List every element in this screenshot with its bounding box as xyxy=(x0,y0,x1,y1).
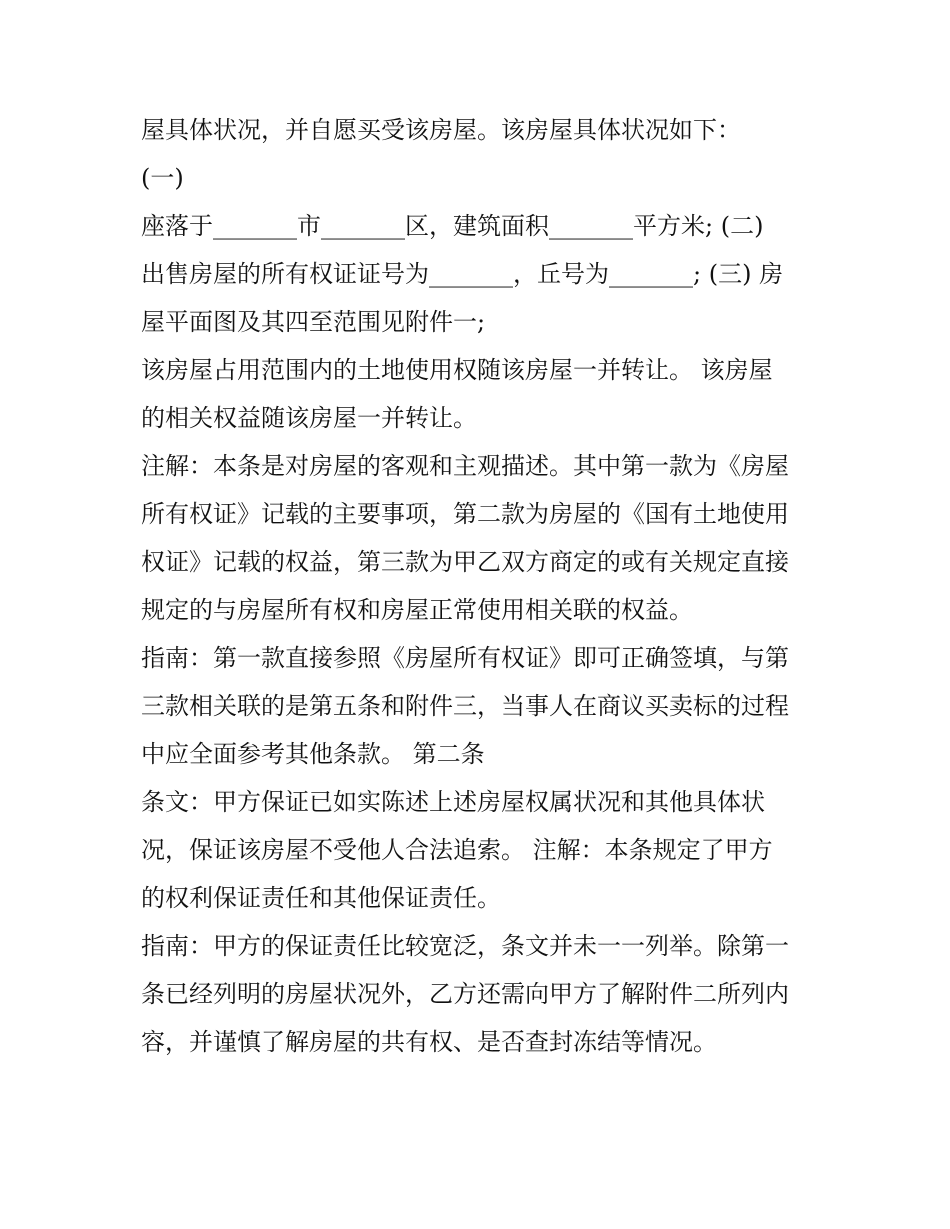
text-line: 权证》记载的权益，第三款为甲乙双方商定的或有关规定直接 xyxy=(141,548,789,576)
text-line: 所有权证》记载的主要事项，第二款为房屋的《国有土地使用 xyxy=(141,500,789,528)
text-line: 容，并谨慎了解房屋的共有权、是否查封冻结等情况。 xyxy=(141,1028,717,1056)
text-line: 该房屋占用范围内的土地使用权随该房屋一并转让。 该房屋 xyxy=(141,356,773,384)
text-line: 中应全面参考其他条款。 第二条 xyxy=(141,740,485,768)
text-line: 条文：甲方保证已如实陈述上述房屋权属状况和其他具体状 xyxy=(141,788,765,816)
text-line: 屋具体状况，并自愿买受该房屋。该房屋具体状况如下： xyxy=(141,116,741,144)
document-body xyxy=(141,106,821,1066)
text-line: 座落于_______市_______区，建筑面积_______平方米; (二) xyxy=(141,212,764,240)
text-line: 的相关权益随该房屋一并转让。 xyxy=(141,404,477,432)
text-line: 指南：第一款直接参照《房屋所有权证》即可正确签填，与第 xyxy=(141,644,789,672)
text-line: 况，保证该房屋不受他人合法追索。 注解：本条规定了甲方 xyxy=(141,836,773,864)
text-line: 注解：本条是对房屋的客观和主观描述。其中第一款为《房屋 xyxy=(141,452,789,480)
text-line: 指南：甲方的保证责任比较宽泛，条文并未一一列举。除第一 xyxy=(141,932,789,960)
text-line: 条已经列明的房屋状况外，乙方还需向甲方了解附件二所列内 xyxy=(141,980,789,1008)
text-line: 屋平面图及其四至范围见附件一; xyxy=(141,308,486,336)
text-line: 出售房屋的所有权证证号为_______，丘号为_______; (三) 房 xyxy=(141,260,784,288)
text-line: 的权利保证责任和其他保证责任。 xyxy=(141,884,501,912)
text-line: 规定的与房屋所有权和房屋正常使用相关联的权益。 xyxy=(141,596,693,624)
text-line: (一) xyxy=(141,164,184,192)
text-line: 三款相关联的是第五条和附件三，当事人在商议买卖标的过程 xyxy=(141,692,789,720)
